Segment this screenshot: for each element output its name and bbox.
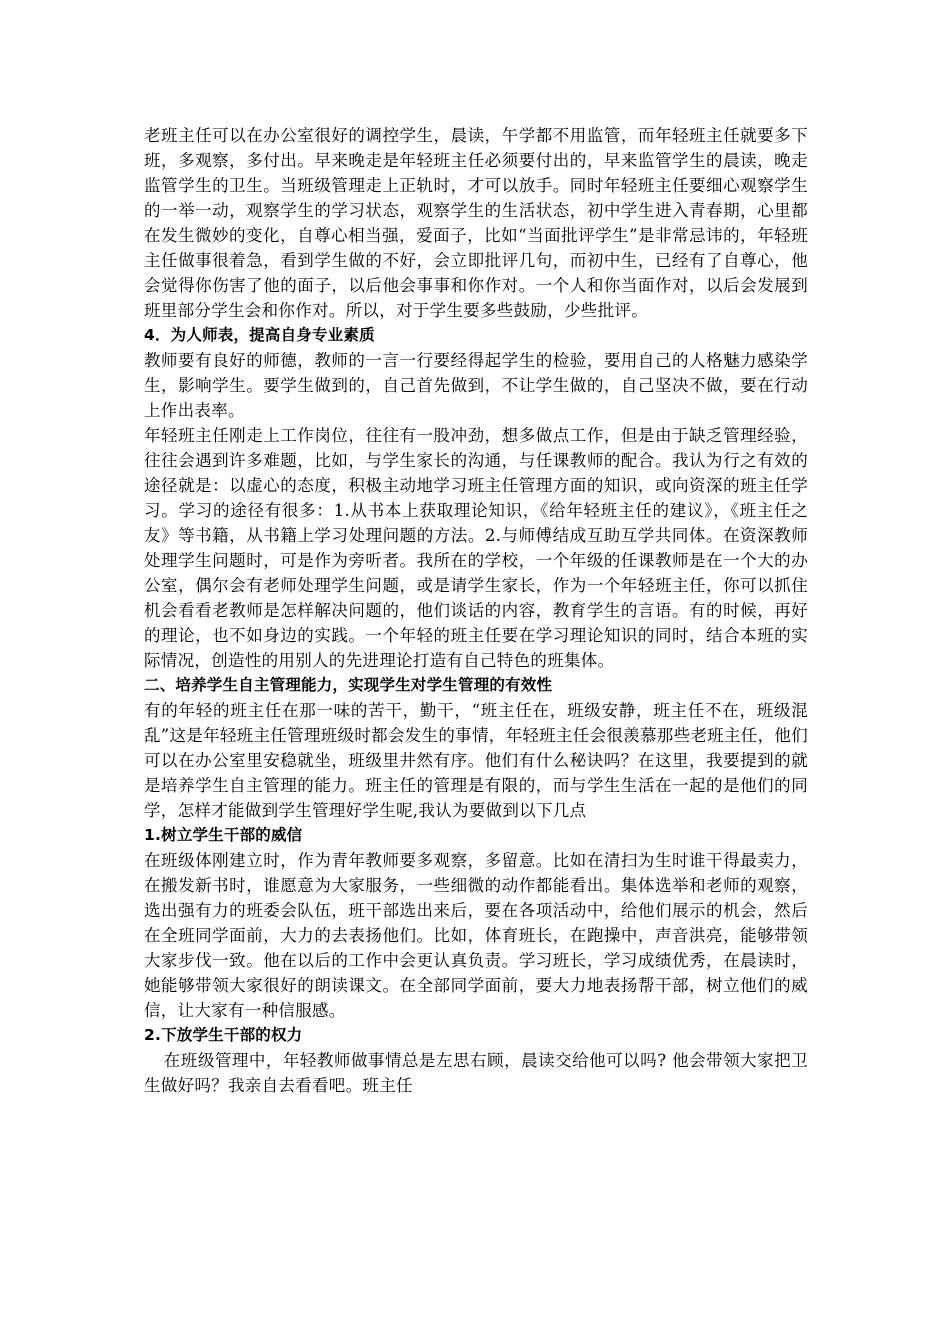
paragraph-self-management-intro: 有的年轻的班主任在那一味的苦干，勤干，“班主任在，班级安静，班主任不在，班级混乱”这是年轻班主任管理班级时都会发生的事情，年轻班主任会很羡慕那些老班主任，他们可以在办公室里安稳就坐，班级里井然有序。他们有什么秘诀吗？在这里，我要提到的就是培养学生自主管理的能力。班主任的管理是有限的，而与学生生活在一起的是他们的同学，怎样才能做到学生管理好学生呢,我认为要做到以下几点 xyxy=(144,701,808,820)
heading-student-self-management: 二、培养学生自主管理能力，实现学生对学生管理的有效性 xyxy=(144,676,553,694)
paragraph-delegate-authority: 在班级管理中，年轻教师做事情总是左思右顾，晨读交给他可以吗? 他会带领大家把卫生做好吗？我亲自去看看吧。班主任 xyxy=(144,1051,808,1095)
paragraph-teacher-ethics: 教师要有良好的师德，教师的一言一行要经得起学生的检验，要用自己的人格魅力感染学生，影响学生。要学生做到的，自己首先做到，不让学生做的，自己坚决不做，要在行动上作出表率。 xyxy=(144,351,808,420)
document-body xyxy=(144,123,808,1098)
paragraph-cadre-prestige: 在班级体刚建立时，作为青年教师要多观察，多留意。比如在清扫为生时谁干得最卖力，在搬发新书时，谁愿意为大家服务，一些细微的动作都能看出。集体选举和老师的观察，选出强有力的班委会队伍，班干部选出来后，要在各项活动中，给他们展示的机会，然后在全班同学面前，大力的去表扬他们。比如，体育班长，在跑操中，声音洪亮，能够带领大家步伐一致。他在以后的工作中会更认真负责。学习班长，学习成绩优秀，在晨读时，她能够带领大家很好的朗读课文。在全部同学面前，要大力地表扬帮干部，树立他们的威信，让大家有一种信服感。 xyxy=(144,851,808,1020)
paragraph-class-supervision: 老班主任可以在办公室很好的调控学生，晨读，午学都不用监管，而年轻班主任就要多下班，多观察，多付出。早来晚走是年轻班主任必须要付出的，早来监管学生的晨读，晚走监管学生的卫生。当班级管理走上正轨时，才可以放手。同时年轻班主任要细心观察学生的一举一动，观察学生的学习状态，观察学生的生活状态，初中学生进入青春期，心里都在发生微妙的变化，自尊心相当强，爱面子，比如“当面批评学生”是非常忌讳的，年轻班主任做事很着急，看到学生做的不好，会立即批评几句，而初中生，已经有了自尊心，他会觉得你伤害了他的面子，以后他会事事和你作对。一个人和你当面作对，以后会发展到班里部分学生会和你作对。所以，对于学生要多些鼓励，少些批评。 xyxy=(144,126,808,320)
heading-cadre-prestige: 1.树立学生干部的威信 xyxy=(144,826,303,844)
heading-delegate-authority: 2.下放学生干部的权力 xyxy=(144,1026,303,1044)
paragraph-learning-methods: 年轻班主任刚走上工作岗位，往往有一股冲劲，想多做点工作，但是由于缺乏管理经验，往往会遇到许多难题，比如，与学生家长的沟通，与任课教师的配合。我认为行之有效的途径就是：以虚心的态度，积极主动地学习班主任管理方面的知识，或向资深的班主任学习。学习的途径有很多：1.从书本上获取理论知识，《给年轻班主任的建议》，《班主任之友》等书籍，从书籍上学习处理问题的方法。2.与师傅结成互助互学共同体。在资深教师处理学生问题时，可是作为旁听者。我所在的学校，一个年级的任课教师是在一个大的办公室，偶尔会有老师处理学生问题，或是请学生家长，作为一个年轻班主任，你可以抓住机会看看老教师是怎样解决问题的，他们谈话的内容，教育学生的言语。有的时候，再好的理论，也不如身边的实践。一个年轻的班主任要在学习理论知识的同时，结合本班的实际情况，创造性的用别人的先进理论打造有自己特色的班集体。 xyxy=(144,426,808,670)
heading-teacher-example: 4．为人师表，提高自身专业素质 xyxy=(144,326,375,344)
